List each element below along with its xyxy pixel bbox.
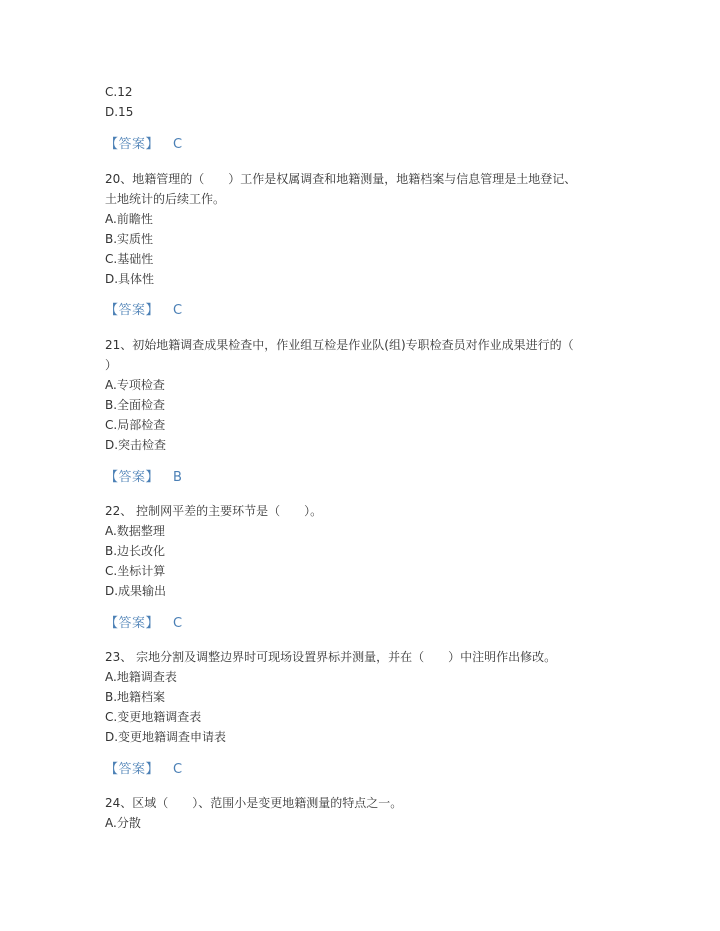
option-a: A.地籍调查表 bbox=[105, 670, 177, 684]
question-stem: 24、区域（ ）、范围小是变更地籍测量的特点之一。 bbox=[105, 796, 403, 810]
answer-value: C bbox=[173, 137, 183, 152]
question-stem: 23、 宗地分割及调整边界时可现场设置界标并测量，并在（ ）中注明作出修改。 bbox=[105, 650, 557, 664]
answer-value: C bbox=[173, 616, 183, 631]
option-a: A.前瞻性 bbox=[105, 212, 153, 226]
question-stem-continued: ） bbox=[105, 358, 118, 372]
option-a: A.分散 bbox=[105, 816, 141, 830]
option-d: D.具体性 bbox=[105, 272, 155, 286]
option-b: B.全面检查 bbox=[105, 398, 166, 412]
answer-line bbox=[105, 470, 182, 486]
answer-label: 【答案】 bbox=[105, 616, 160, 631]
option-d: D.突击检查 bbox=[105, 438, 167, 452]
option-d: D.15 bbox=[105, 105, 134, 119]
option-c: C.坐标计算 bbox=[105, 564, 166, 578]
answer-line bbox=[105, 762, 182, 778]
option-b: B.边长改化 bbox=[105, 544, 166, 558]
question-stem: 21、初始地籍调查成果检查中，作业组互检是作业队(组)专职检查员对作业成果进行的（ bbox=[105, 338, 574, 352]
answer-value: B bbox=[173, 470, 182, 485]
option-a: A.数据整理 bbox=[105, 524, 165, 538]
option-b: B.实质性 bbox=[105, 232, 154, 246]
option-c: C.基础性 bbox=[105, 252, 154, 266]
answer-value: C bbox=[173, 303, 183, 318]
question-stem: 20、地籍管理的（ ）工作是权属调查和地籍测量，地籍档案与信息管理是土地登记、 bbox=[105, 172, 577, 186]
option-c: C.局部检查 bbox=[105, 418, 166, 432]
answer-line bbox=[105, 137, 182, 153]
option-a: A.专项检查 bbox=[105, 378, 165, 392]
answer-label: 【答案】 bbox=[105, 762, 160, 777]
option-c: C.变更地籍调查表 bbox=[105, 710, 202, 724]
question-stem-continued: 土地统计的后续工作。 bbox=[105, 192, 226, 206]
answer-value: C bbox=[173, 762, 183, 777]
answer-label: 【答案】 bbox=[105, 137, 160, 152]
option-b: B.地籍档案 bbox=[105, 690, 166, 704]
question-stem: 22、 控制网平差的主要环节是（ ）。 bbox=[105, 504, 323, 518]
answer-label: 【答案】 bbox=[105, 470, 160, 485]
option-d: D.变更地籍调查申请表 bbox=[105, 730, 227, 744]
option-d: D.成果输出 bbox=[105, 584, 167, 598]
answer-line bbox=[105, 303, 182, 319]
answer-line bbox=[105, 616, 182, 632]
answer-label: 【答案】 bbox=[105, 303, 160, 318]
option-c: C.12 bbox=[105, 85, 133, 99]
